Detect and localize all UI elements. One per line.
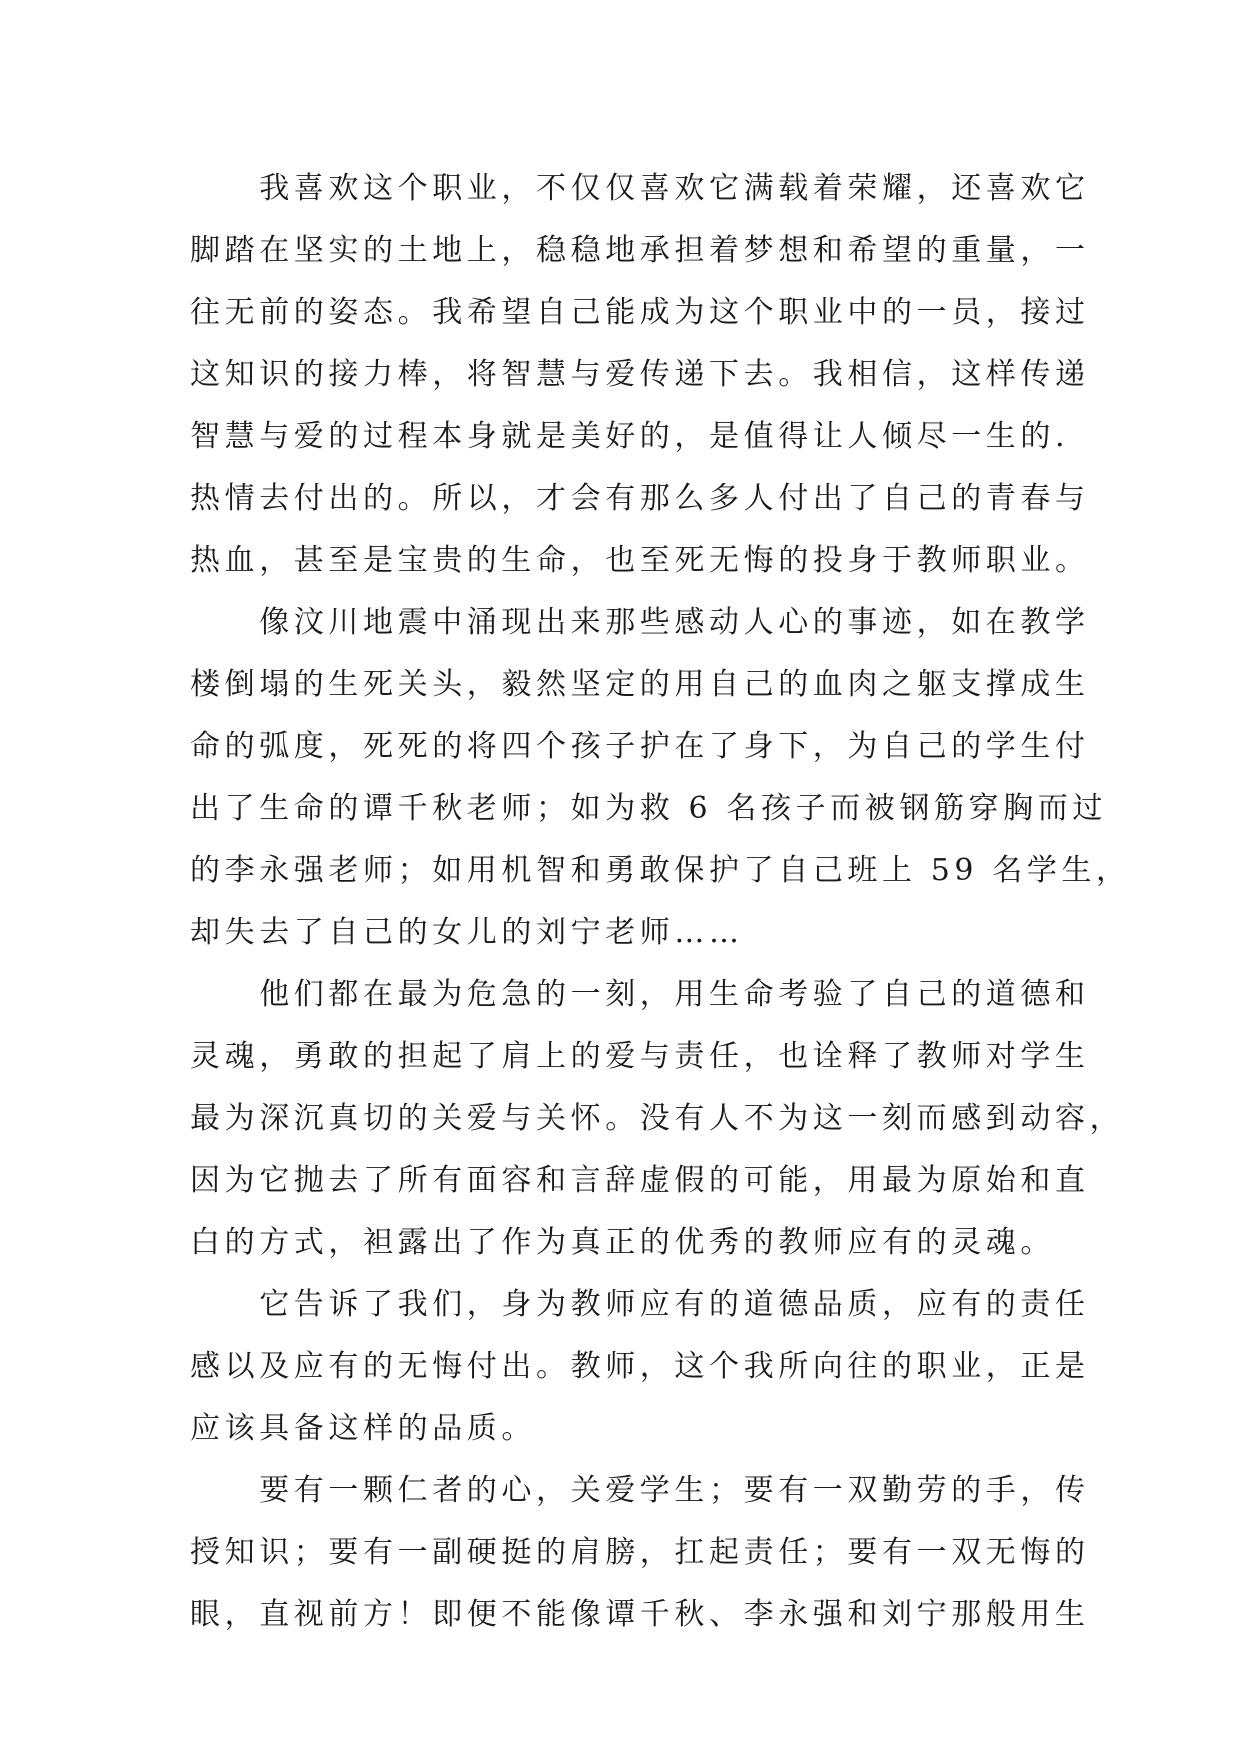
paragraph-line: 楼倒塌的生死关头，毅然坚定的用自己的血肉之躯支撑成生 — [190, 667, 1090, 702]
paragraph-line: 这知识的接力棒，将智慧与爱传递下去。我相信，这样传递 — [190, 357, 1090, 392]
paragraph-1 — [190, 158, 1090, 592]
paragraph-line: 却失去了自己的女儿的刘宁老师…… — [190, 915, 744, 950]
paragraph-line: 应该具备这样的品质。 — [190, 1411, 536, 1446]
paragraph-line: 他们都在最为危急的一刻，用生命考验了自己的道德和 — [190, 977, 1090, 1012]
paragraph-line: 的李永强老师；如用机智和勇敢保护了自己班上 59 名学生， — [190, 853, 1131, 888]
paragraph-line: 灵魂，勇敢的担起了肩上的爱与责任，也诠释了教师对学生 — [190, 1039, 1090, 1074]
paragraph-5 — [190, 1460, 1090, 1646]
document-body — [190, 158, 1131, 1646]
paragraph-line: 感以及应有的无悔付出。教师，这个我所向往的职业，正是 — [190, 1349, 1090, 1384]
paragraph-line: 因为它抛去了所有面容和言辞虚假的可能，用最为原始和直 — [190, 1163, 1090, 1198]
paragraph-line: 最为深沉真切的关爱与关怀。没有人不为这一刻而感到动容， — [190, 1101, 1125, 1136]
paragraph-line: 白的方式，袒露出了作为真正的优秀的教师应有的灵魂。 — [190, 1225, 1055, 1260]
paragraph-4 — [190, 1274, 1090, 1460]
paragraph-line: 热血，甚至是宝贵的生命，也至死无悔的投身于教师职业。 — [190, 543, 1090, 578]
paragraph-line: 授知识；要有一副硬挺的肩膀，扛起责任；要有一双无悔的 — [190, 1535, 1090, 1570]
paragraph-line: 眼，直视前方！即便不能像谭千秋、李永强和刘宁那般用生 — [190, 1597, 1090, 1632]
paragraph-line: 要有一颗仁者的心，关爱学生；要有一双勤劳的手，传 — [190, 1473, 1090, 1508]
paragraph-line: 命的弧度，死死的将四个孩子护在了身下，为自己的学生付 — [190, 729, 1090, 764]
paragraph-line: 往无前的姿态。我希望自己能成为这个职业中的一员，接过 — [190, 295, 1090, 330]
paragraph-2 — [190, 592, 1131, 964]
paragraph-3 — [190, 964, 1125, 1274]
paragraph-line: 我喜欢这个职业，不仅仅喜欢它满载着荣耀，还喜欢它 — [190, 171, 1090, 206]
paragraph-line: 智慧与爱的过程本身就是美好的，是值得让人倾尽一生的. — [190, 419, 1070, 454]
paragraph-line: 像汶川地震中涌现出来那些感动人心的事迹，如在教学 — [190, 605, 1090, 640]
paragraph-line: 热情去付出的。所以，才会有那么多人付出了自己的青春与 — [190, 481, 1090, 516]
paragraph-line: 脚踏在坚实的土地上，稳稳地承担着梦想和希望的重量，一 — [190, 233, 1090, 268]
paragraph-line: 出了生命的谭千秋老师；如为救 6 名孩子而被钢筋穿胸而过 — [190, 791, 1107, 826]
paragraph-line: 它告诉了我们，身为教师应有的道德品质，应有的责任 — [190, 1287, 1090, 1322]
